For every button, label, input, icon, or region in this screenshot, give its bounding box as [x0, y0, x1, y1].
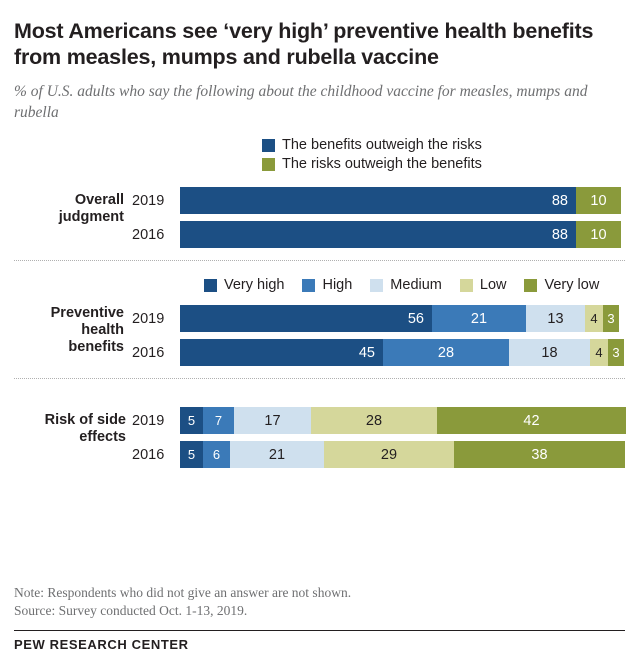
section-divider	[14, 260, 625, 261]
section-risk-of-side-effects	[14, 407, 625, 468]
page-title: Most Americans see ‘very high’ preventive health benefits from measles, mumps and rubella vaccine	[14, 19, 594, 70]
legend-item-very-low	[524, 277, 599, 293]
bar-segment-benefits: 88	[180, 187, 576, 214]
legend-item-low	[460, 277, 507, 293]
bar-segment-high: 21	[432, 305, 526, 332]
bar-segment-high: 6	[203, 441, 230, 468]
bar-row	[132, 305, 625, 332]
bar-segment-very-low: 3	[603, 305, 619, 332]
group-label-line3: benefits	[68, 338, 124, 355]
bar-segment-medium: 13	[526, 305, 585, 332]
chart-subtitle: % of U.S. adults who say the following about the childhood vaccine for measles, mumps and rubella	[14, 83, 588, 121]
bar-segment-very-low: 38	[454, 441, 625, 468]
legend-swatch-low	[460, 279, 473, 292]
stacked-bar	[180, 339, 624, 366]
bar-row	[132, 187, 625, 214]
bar-segment-low: 4	[585, 305, 603, 332]
chart-note: Note: Respondents who did not give an answer are not shown.	[14, 584, 352, 600]
section-divider	[14, 378, 625, 379]
group-label-risk	[14, 412, 126, 445]
legend-label-risks: The risks outweigh the benefits	[282, 156, 482, 173]
legend-item-high	[302, 277, 352, 293]
bar-segment-low: 29	[324, 441, 454, 468]
row-year: 2019	[132, 412, 165, 429]
bar-segment-very-low: 42	[437, 407, 626, 434]
legend-label-very-low: Very low	[544, 277, 600, 294]
chart-page	[0, 18, 639, 662]
stacked-bar	[180, 221, 621, 248]
legend-row	[262, 156, 500, 172]
bar-segment-medium: 17	[234, 407, 311, 434]
group-label-line2: health	[81, 322, 124, 339]
bar-segment-very-high: 56	[180, 305, 432, 332]
bar-row	[132, 441, 625, 468]
rows-risk	[132, 407, 625, 468]
group-label-line1: Risk of side	[44, 412, 126, 429]
row-year: 2019	[132, 192, 165, 209]
legend-label-high: High	[322, 277, 353, 294]
chart-source: Source: Survey conducted Oct. 1-13, 2019.	[14, 602, 248, 618]
legend-row	[262, 137, 500, 153]
legend-scale	[204, 277, 625, 293]
section-preventive-health-benefits	[14, 305, 625, 366]
group-label-line1: Preventive	[50, 305, 124, 322]
stacked-bar	[180, 305, 619, 332]
row-year: 2016	[132, 226, 165, 243]
bar-segment-very-high: 5	[180, 441, 203, 468]
footer-rule	[14, 630, 625, 631]
bar-segment-very-high: 45	[180, 339, 383, 366]
bar-segment-low: 4	[590, 339, 608, 366]
bar-segment-low: 28	[311, 407, 437, 434]
bar-segment-high: 7	[203, 407, 234, 434]
bar-segment-medium: 18	[509, 339, 590, 366]
group-label-line2: judgment	[58, 209, 124, 226]
legend-label-low: Low	[479, 277, 507, 294]
legend-label-medium: Medium	[390, 277, 442, 294]
legend-item-very-high	[204, 277, 284, 293]
stacked-bar	[180, 407, 626, 434]
bar-segment-benefits: 88	[180, 221, 576, 248]
stacked-bar	[180, 441, 625, 468]
legend-swatch-very-low	[524, 279, 537, 292]
row-year: 2016	[132, 446, 165, 463]
group-label-overall	[14, 192, 124, 225]
group-label-benefits	[14, 305, 124, 355]
section-overall-judgment	[14, 187, 625, 248]
legend-label-very-high: Very high	[224, 277, 285, 294]
bar-segment-high: 28	[383, 339, 509, 366]
group-label-line1: Overall	[74, 192, 124, 209]
legend-overall	[262, 137, 625, 175]
bar-segment-very-low: 3	[608, 339, 624, 366]
bar-row	[132, 221, 625, 248]
legend-swatch-benefits	[262, 139, 275, 152]
rows-benefits	[132, 305, 625, 366]
bar-segment-risks: 10	[576, 187, 621, 214]
legend-swatch-high	[302, 279, 315, 292]
rows-overall	[132, 187, 625, 248]
row-year: 2016	[132, 344, 165, 361]
bar-row	[132, 407, 625, 434]
legend-item-benefits-outweigh	[262, 137, 482, 153]
chart-footer	[14, 584, 625, 652]
legend-swatch-very-high	[204, 279, 217, 292]
legend-swatch-risks	[262, 158, 275, 171]
group-label-line2: effects	[79, 429, 126, 446]
bar-segment-risks: 10	[576, 221, 621, 248]
bar-segment-very-high: 5	[180, 407, 203, 434]
legend-item-medium	[370, 277, 442, 293]
legend-swatch-medium	[370, 279, 383, 292]
bar-row	[132, 339, 625, 366]
stacked-bar	[180, 187, 621, 214]
legend-label-benefits: The benefits outweigh the risks	[282, 137, 482, 154]
bar-segment-medium: 21	[230, 441, 324, 468]
row-year: 2019	[132, 310, 165, 327]
brand-label: PEW RESEARCH CENTER	[14, 637, 189, 652]
legend-item-risks-outweigh	[262, 156, 482, 172]
